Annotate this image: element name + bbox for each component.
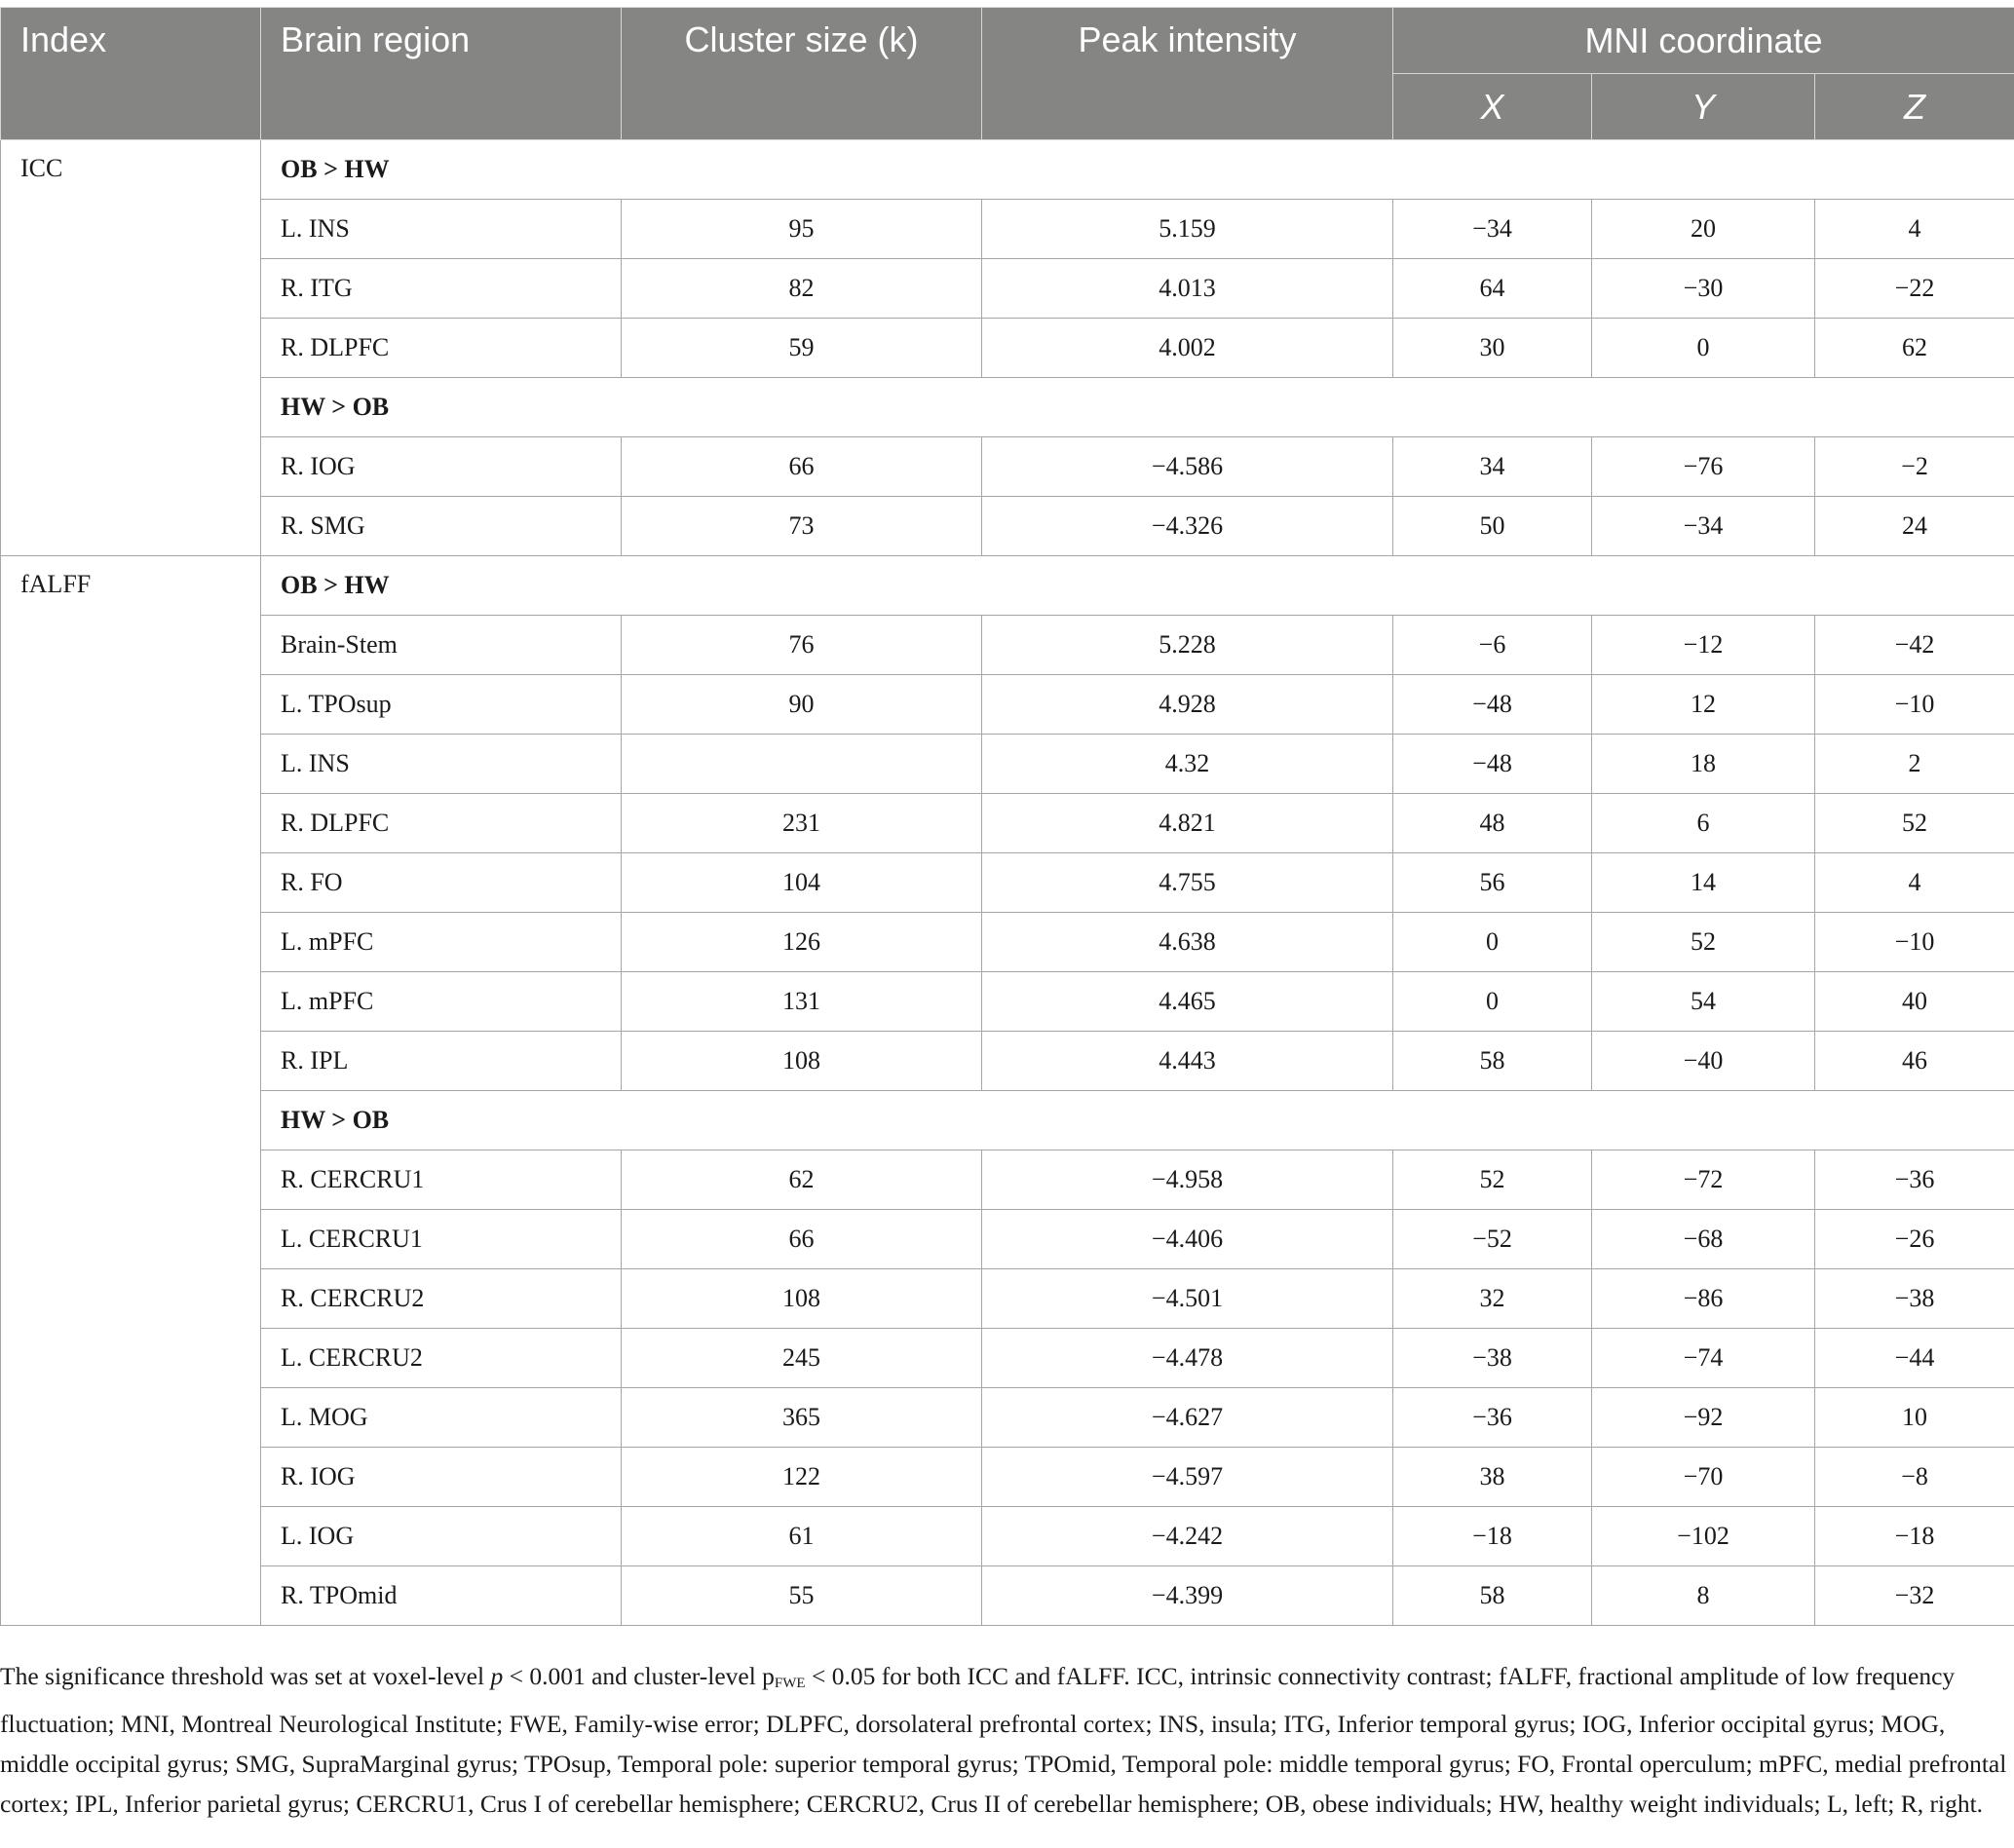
cell-x: 30 <box>1393 319 1592 378</box>
cell-z: 4 <box>1815 853 2014 913</box>
cell-z: 24 <box>1815 497 2014 556</box>
cell-y: −40 <box>1592 1032 1815 1091</box>
header-z: Z <box>1815 74 2014 140</box>
cell-cluster-size: 245 <box>622 1329 982 1388</box>
cell-x: 52 <box>1393 1150 1592 1210</box>
footnote-p-italic: p <box>490 1662 504 1690</box>
cell-z: −18 <box>1815 1507 2014 1566</box>
cell-cluster-size: 131 <box>622 972 982 1032</box>
cell-peak-intensity: −4.399 <box>982 1566 1393 1626</box>
cell-y: −70 <box>1592 1448 1815 1507</box>
cell-peak-intensity: 5.159 <box>982 200 1393 259</box>
cell-z: −42 <box>1815 616 2014 675</box>
cell-peak-intensity: 4.755 <box>982 853 1393 913</box>
cell-z: −22 <box>1815 259 2014 319</box>
cell-cluster-size: 66 <box>622 1210 982 1269</box>
cell-cluster-size: 62 <box>622 1150 982 1210</box>
cell-peak-intensity: 4.443 <box>982 1032 1393 1091</box>
table-header <box>1 8 2014 140</box>
results-table <box>0 7 2014 1626</box>
cell-x: −6 <box>1393 616 1592 675</box>
cell-region: L. MOG <box>261 1388 622 1448</box>
cell-x: 0 <box>1393 972 1592 1032</box>
header-index: Index <box>1 8 261 140</box>
cell-y: −92 <box>1592 1388 1815 1448</box>
cell-region: R. FO <box>261 853 622 913</box>
table-row <box>1 1448 2014 1507</box>
cell-x: −38 <box>1393 1329 1592 1388</box>
cell-cluster-size: 55 <box>622 1566 982 1626</box>
footnote-part1: The significance threshold was set at voxel-level <box>0 1662 491 1690</box>
cell-region: R. SMG <box>261 497 622 556</box>
cell-peak-intensity: −4.478 <box>982 1329 1393 1388</box>
table-row <box>1 437 2014 497</box>
cell-x: 50 <box>1393 497 1592 556</box>
cell-peak-intensity: −4.406 <box>982 1210 1393 1269</box>
cell-region: L. mPFC <box>261 972 622 1032</box>
cell-x: 38 <box>1393 1448 1592 1507</box>
cell-region: R. DLPFC <box>261 319 622 378</box>
cell-y: −76 <box>1592 437 1815 497</box>
group-label: OB > HW <box>261 556 2014 616</box>
cell-region: R. CERCRU1 <box>261 1150 622 1210</box>
cell-x: −34 <box>1393 200 1592 259</box>
cell-region: L. CERCRU2 <box>261 1329 622 1388</box>
cell-peak-intensity: −4.586 <box>982 437 1393 497</box>
header-mni-coordinate: MNI coordinate <box>1393 8 2014 74</box>
cell-x: 64 <box>1393 259 1592 319</box>
cell-peak-intensity: −4.597 <box>982 1448 1393 1507</box>
table-row <box>1 972 2014 1032</box>
cell-peak-intensity: 5.228 <box>982 616 1393 675</box>
cell-y: 20 <box>1592 200 1815 259</box>
cell-y: −12 <box>1592 616 1815 675</box>
header-peak-intensity: Peak intensity <box>982 8 1393 140</box>
cell-peak-intensity: −4.501 <box>982 1269 1393 1329</box>
cell-y: 8 <box>1592 1566 1815 1626</box>
table-row <box>1 735 2014 794</box>
cell-z: 10 <box>1815 1388 2014 1448</box>
cell-z: 40 <box>1815 972 2014 1032</box>
cell-y: −72 <box>1592 1150 1815 1210</box>
cell-y: −102 <box>1592 1507 1815 1566</box>
cell-x: 48 <box>1393 794 1592 853</box>
group-label: HW > OB <box>261 1091 2014 1150</box>
cell-x: −18 <box>1393 1507 1592 1566</box>
cell-z: −26 <box>1815 1210 2014 1269</box>
cell-region: R. CERCRU2 <box>261 1269 622 1329</box>
cell-y: 6 <box>1592 794 1815 853</box>
table-row <box>1 1269 2014 1329</box>
cell-peak-intensity: −4.242 <box>982 1507 1393 1566</box>
table-row <box>1 1329 2014 1388</box>
table-row <box>1 1566 2014 1626</box>
cell-z: −32 <box>1815 1566 2014 1626</box>
cell-z: 4 <box>1815 200 2014 259</box>
cell-region: L. IOG <box>261 1507 622 1566</box>
cell-z: −10 <box>1815 675 2014 735</box>
cell-region: L. CERCRU1 <box>261 1210 622 1269</box>
header-cluster-size: Cluster size (k) <box>622 8 982 140</box>
cell-cluster-size: 365 <box>622 1388 982 1448</box>
cell-region: R. DLPFC <box>261 794 622 853</box>
cell-y: 0 <box>1592 319 1815 378</box>
cell-cluster-size: 231 <box>622 794 982 853</box>
table-row <box>1 200 2014 259</box>
cell-region: L. TPOsup <box>261 675 622 735</box>
cell-region: L. mPFC <box>261 913 622 972</box>
cell-cluster-size <box>622 735 982 794</box>
cell-cluster-size: 73 <box>622 497 982 556</box>
cell-peak-intensity: −4.326 <box>982 497 1393 556</box>
cell-cluster-size: 104 <box>622 853 982 913</box>
cell-cluster-size: 82 <box>622 259 982 319</box>
table-row <box>1 794 2014 853</box>
cell-x: −48 <box>1393 735 1592 794</box>
table-row <box>1 497 2014 556</box>
cell-z: −8 <box>1815 1448 2014 1507</box>
table-row <box>1 1210 2014 1269</box>
table-row <box>1 616 2014 675</box>
cell-region: L. INS <box>261 200 622 259</box>
table-row <box>1 1388 2014 1448</box>
cell-region: R. IOG <box>261 437 622 497</box>
cell-x: 58 <box>1393 1032 1592 1091</box>
cell-y: −30 <box>1592 259 1815 319</box>
cell-cluster-size: 76 <box>622 616 982 675</box>
cell-peak-intensity: 4.928 <box>982 675 1393 735</box>
cell-cluster-size: 66 <box>622 437 982 497</box>
cell-y: 54 <box>1592 972 1815 1032</box>
footnote-sub-fwe: FWE <box>774 1676 806 1691</box>
cell-region: R. IOG <box>261 1448 622 1507</box>
cell-region: L. INS <box>261 735 622 794</box>
cell-region: R. TPOmid <box>261 1566 622 1626</box>
header-x: X <box>1393 74 1592 140</box>
cell-peak-intensity: 4.32 <box>982 735 1393 794</box>
table-row <box>1 259 2014 319</box>
group-label: HW > OB <box>261 378 2014 437</box>
cell-cluster-size: 90 <box>622 675 982 735</box>
section-index-falff: fALFF <box>1 556 261 1626</box>
table-row <box>1 913 2014 972</box>
cell-peak-intensity: −4.627 <box>982 1388 1393 1448</box>
header-brain-region: Brain region <box>261 8 622 140</box>
cell-z: 62 <box>1815 319 2014 378</box>
cell-peak-intensity: 4.002 <box>982 319 1393 378</box>
section-index-icc: ICC <box>1 140 261 556</box>
cell-x: 56 <box>1393 853 1592 913</box>
cell-cluster-size: 61 <box>622 1507 982 1566</box>
footnote-part3: < 0.05 for both ICC and fALFF. ICC, intrinsic connectivity contrast; fALFF, fractional amplitude of low frequency fluctuation; MNI, Montreal Neurological Institute; FWE, Family-wise error; DLPFC, dorsolateral prefrontal cortex; INS, insula; ITG, Inferior temporal gyrus; IOG, Inferior occipital gyrus; MOG, middle occipital gyrus; SMG, SupraMarginal gyrus; TPOsup, Temporal pole: superior temporal gyrus; TPOmid, Temporal pole: middle temporal gyrus; FO, Frontal operculum; mPFC, medial prefrontal cortex; IPL, Inferior parietal gyrus; CERCRU1, Crus I of cerebellar hemisphere; CERCRU2, Crus II of cerebellar hemisphere; OB, obese individuals; HW, healthy weight individuals; L, left; R, right. <box>0 1662 2007 1818</box>
cell-y: 12 <box>1592 675 1815 735</box>
cell-peak-intensity: 4.013 <box>982 259 1393 319</box>
cell-y: −86 <box>1592 1269 1815 1329</box>
group-label: OB > HW <box>261 140 2014 200</box>
table-row <box>1 1507 2014 1566</box>
cell-z: 52 <box>1815 794 2014 853</box>
cell-region: Brain-Stem <box>261 616 622 675</box>
results-table-container <box>0 7 2014 1626</box>
cell-y: −34 <box>1592 497 1815 556</box>
cell-z: 2 <box>1815 735 2014 794</box>
cell-region: R. IPL <box>261 1032 622 1091</box>
cell-cluster-size: 126 <box>622 913 982 972</box>
cell-z: −44 <box>1815 1329 2014 1388</box>
cell-y: 52 <box>1592 913 1815 972</box>
cell-region: R. ITG <box>261 259 622 319</box>
header-y: Y <box>1592 74 1815 140</box>
cell-x: 58 <box>1393 1566 1592 1626</box>
footnote-part2: < 0.001 and cluster-level p <box>503 1662 775 1690</box>
cell-y: 18 <box>1592 735 1815 794</box>
cell-x: −48 <box>1393 675 1592 735</box>
cell-cluster-size: 108 <box>622 1269 982 1329</box>
table-row <box>1 319 2014 378</box>
cell-x: −52 <box>1393 1210 1592 1269</box>
cell-x: 34 <box>1393 437 1592 497</box>
cell-z: 46 <box>1815 1032 2014 1091</box>
cell-peak-intensity: 4.638 <box>982 913 1393 972</box>
cell-cluster-size: 95 <box>622 200 982 259</box>
cell-z: −2 <box>1815 437 2014 497</box>
cell-z: −36 <box>1815 1150 2014 1210</box>
table-footnote <box>0 1656 2014 1824</box>
cell-cluster-size: 59 <box>622 319 982 378</box>
cell-z: −38 <box>1815 1269 2014 1329</box>
cell-cluster-size: 122 <box>622 1448 982 1507</box>
cell-y: −68 <box>1592 1210 1815 1269</box>
cell-peak-intensity: 4.465 <box>982 972 1393 1032</box>
table-row <box>1 1150 2014 1210</box>
table-row <box>1 675 2014 735</box>
cell-x: 0 <box>1393 913 1592 972</box>
cell-z: −10 <box>1815 913 2014 972</box>
cell-x: 32 <box>1393 1269 1592 1329</box>
cell-x: −36 <box>1393 1388 1592 1448</box>
cell-peak-intensity: −4.958 <box>982 1150 1393 1210</box>
cell-cluster-size: 108 <box>622 1032 982 1091</box>
cell-y: −74 <box>1592 1329 1815 1388</box>
cell-peak-intensity: 4.821 <box>982 794 1393 853</box>
table-row <box>1 1032 2014 1091</box>
cell-y: 14 <box>1592 853 1815 913</box>
table-row <box>1 853 2014 913</box>
